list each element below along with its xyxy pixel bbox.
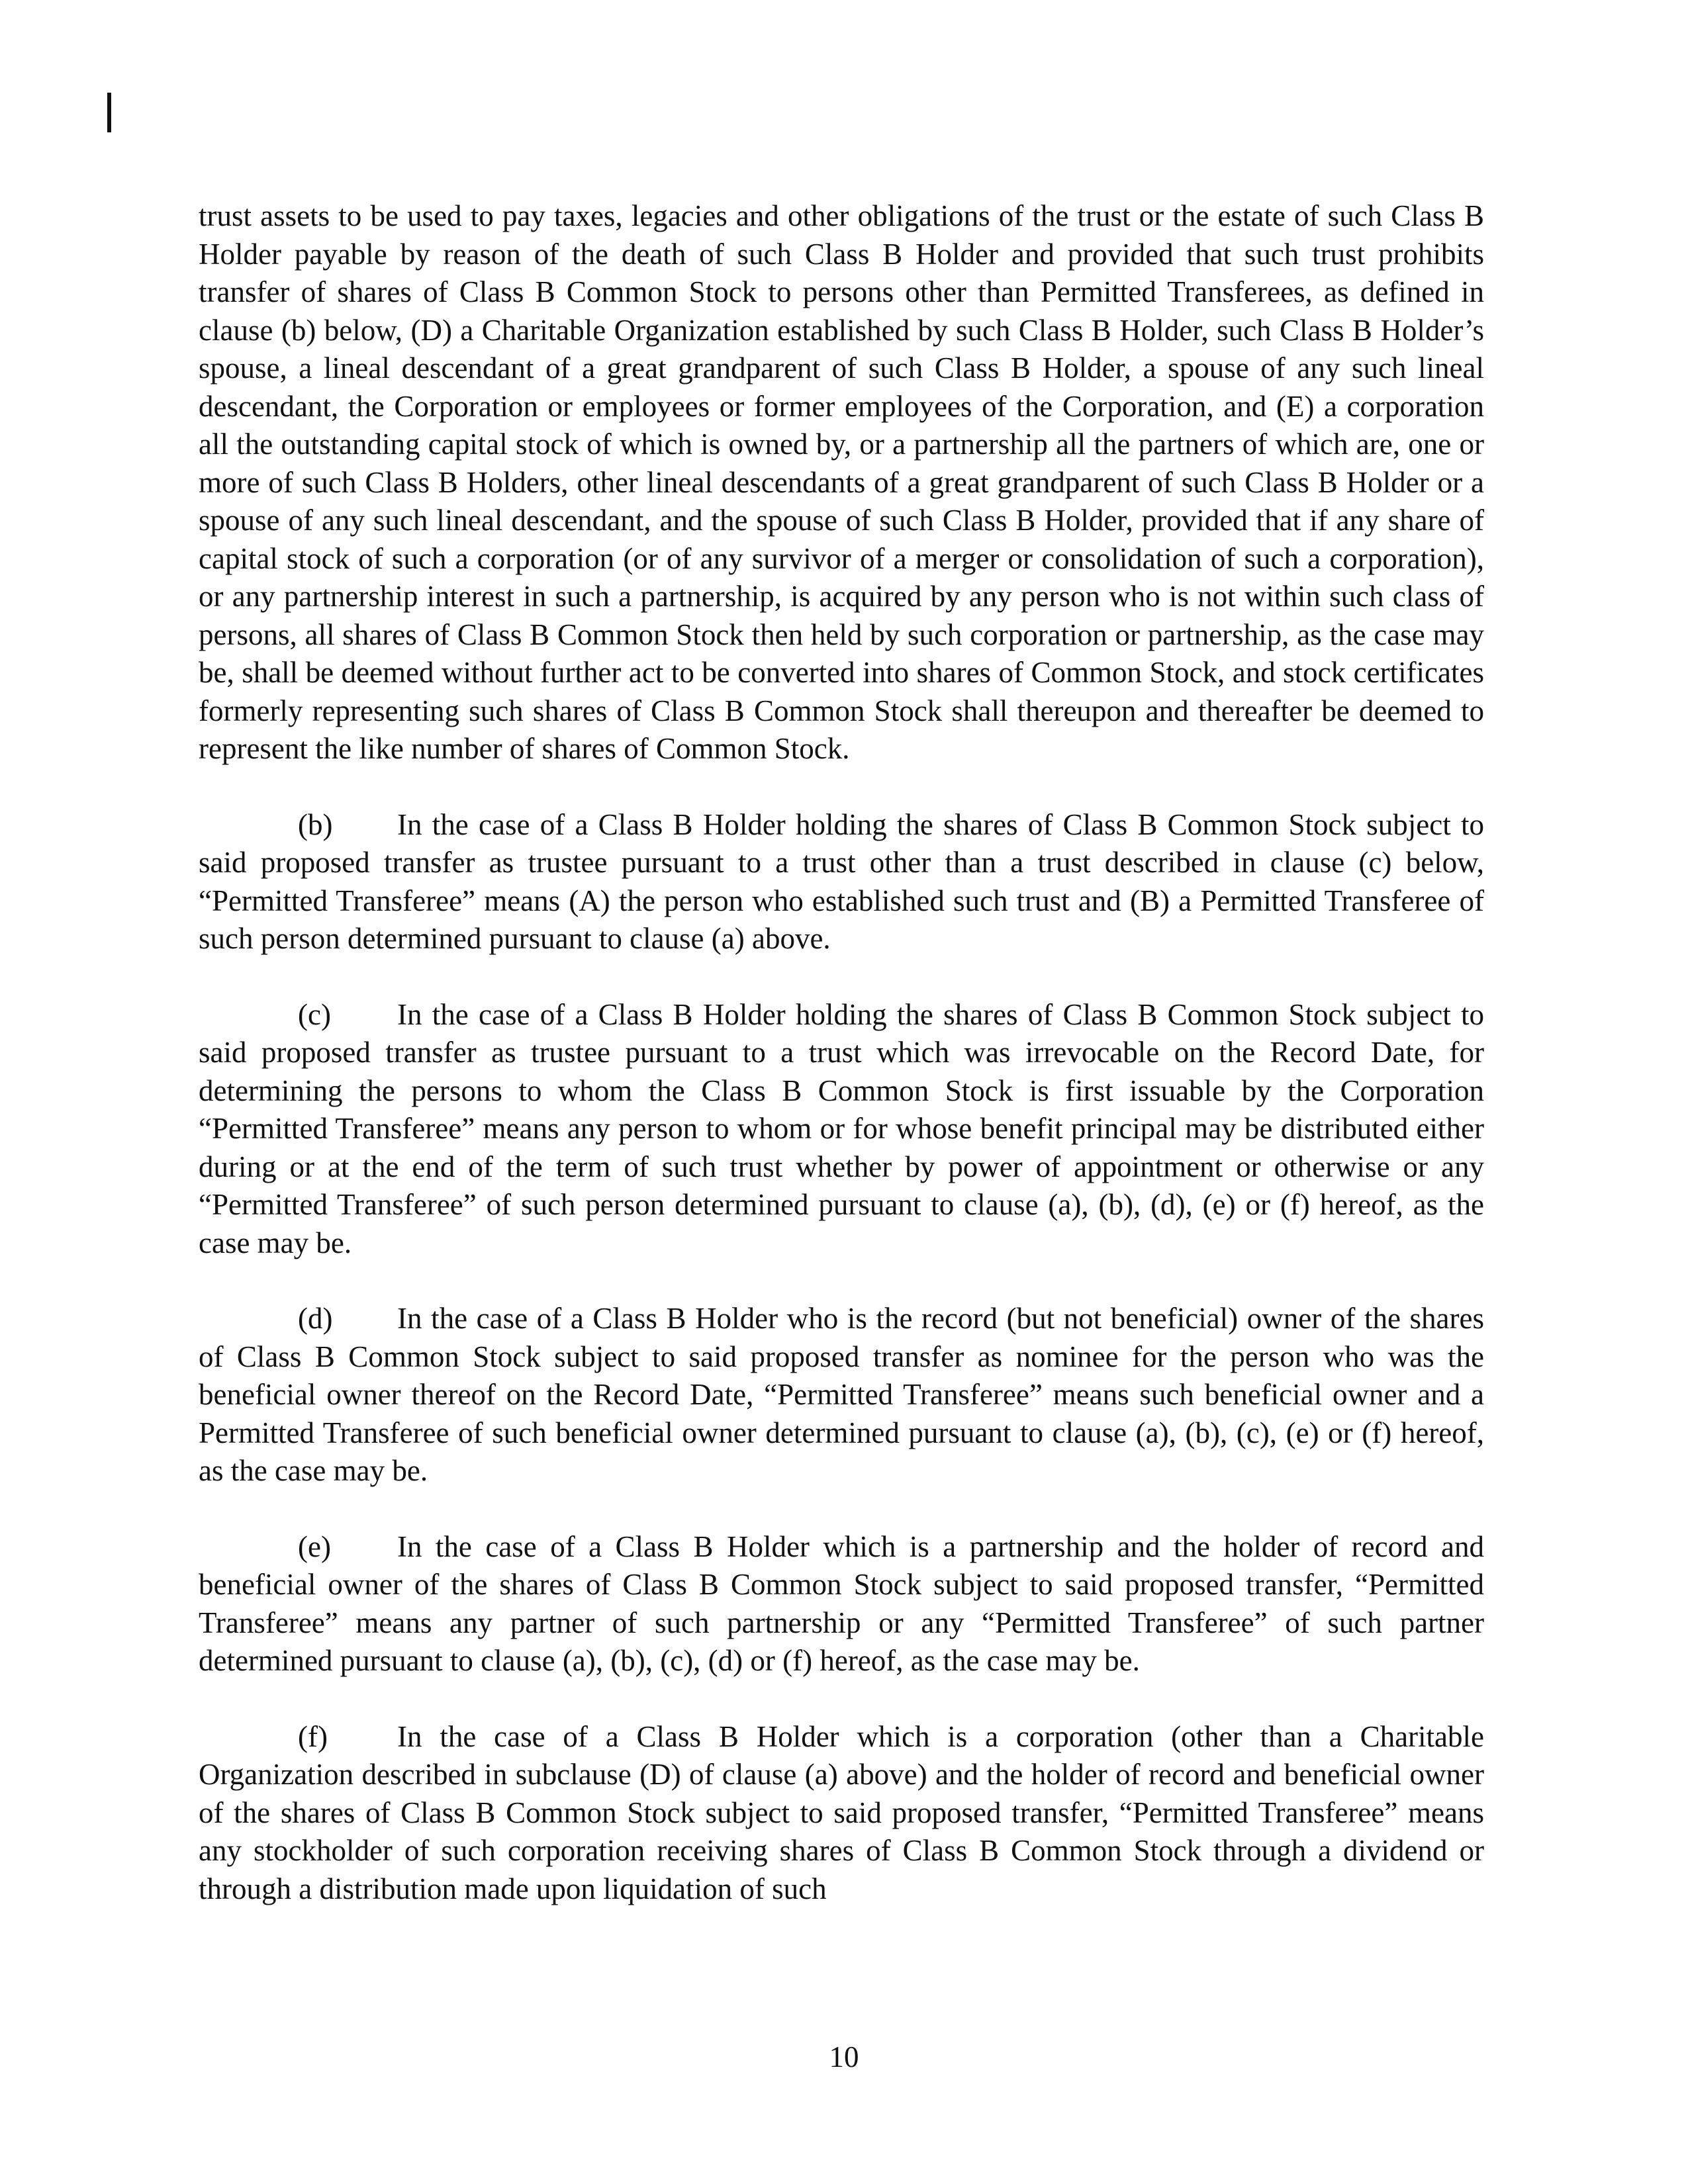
clause-f-text: In the case of a Class B Holder which is a corporation (other than a Charitable Organization described in subclause (D) of clause (a) above) and the holder of record and beneficial owner of the shares of Class B Common Stock subject to said proposed transfer, “Permitted Transferee” means any stockholder of such corporation receiving shares of Class B Common Stock through a dividend or through a distribution made upon liquidation of such xyxy=(199,1719,1484,1905)
clause-c-label: (c) xyxy=(298,997,331,1031)
clause-f-label: (f) xyxy=(298,1719,328,1753)
revision-change-bar xyxy=(107,93,111,132)
clause-e-text: In the case of a Class B Holder which is a partnership and the holder of record and beneficial owner of the shares of Class B Common Stock subject to said proposed transfer, “Permitted Transferee” means any partner of such partnership or any “Permitted Transferee” of such partner determined pursuant to clause (a), (b), (c), (d) or (f) hereof, as the case may be. xyxy=(199,1529,1484,1677)
clause-f-paragraph xyxy=(199,1718,1484,1909)
clause-b-label: (b) xyxy=(298,807,333,841)
document-body xyxy=(199,197,1484,1908)
clause-d-paragraph xyxy=(199,1300,1484,1490)
clause-e-label: (e) xyxy=(298,1529,331,1563)
clause-d-text: In the case of a Class B Holder who is the record (but not beneficial) owner of the shares of Class B Common Stock subject to said proposed transfer as nominee for the person who was the beneficial owner thereof on the Record Date, “Permitted Transferee” means such beneficial owner and a Permitted Transferee of such beneficial owner determined pursuant to clause (a), (b), (c), (e) or (f) hereof, as the case may be. xyxy=(199,1302,1484,1487)
clause-c-text: In the case of a Class B Holder holding the shares of Class B Common Stock subject to said proposed transfer as trustee pursuant to a trust which was irrevocable on the Record Date, for determining the persons to whom the Class B Common Stock is first issuable by the Corporation “Permitted Transferee” means any person to whom or for whose benefit principal may be distributed either during or at the end of the term of such trust whether by power of appointment or otherwise or any “Permitted Transferee” of such person determined pursuant to clause (a), (b), (d), (e) or (f) hereof, as the case may be. xyxy=(199,997,1484,1259)
continuation-paragraph: trust assets to be used to pay taxes, legacies and other obligations of the trust or the estate of such Class B Holder payable by reason of the death of such Class B Holder and provided that such trust prohibits transfer of shares of Class B Common Stock to persons other than Permitted Transferees, as defined in clause (b) below, (D) a Charitable Organization established by such Class B Holder, such Class B Holder’s spouse, a lineal descendant of a great grandparent of such Class B Holder, a spouse of any such lineal descendant, the Corporation or employees or former employees of the Corporation, and (E) a corporation all the outstanding capital stock of which is owned by, or a partnership all the partners of which are, one or more of such Class B Holders, other lineal descendants of a great grandparent of such Class B Holder or a spouse of any such lineal descendant, and the spouse of such Class B Holder, provided that if any share of capital stock of such a corporation (or of any survivor of a merger or consolidation of such a corporation), or any partnership interest in such a partnership, is acquired by any person who is not within such class of persons, all shares of Class B Common Stock then held by such corporation or partnership, as the case may be, shall be deemed without further act to be converted into shares of Common Stock, and stock certificates formerly representing such shares of Class B Common Stock shall thereupon and thereafter be deemed to represent the like number of shares of Common Stock. xyxy=(199,199,1484,765)
clause-d-label: (d) xyxy=(298,1302,333,1335)
clause-b-paragraph xyxy=(199,806,1484,958)
clause-c-paragraph xyxy=(199,996,1484,1263)
clause-b-text: In the case of a Class B Holder holding the shares of Class B Common Stock subject to said proposed transfer as trustee pursuant to a trust other than a trust described in clause (c) below, “Permitted Transferee” means (A) the person who established such trust and (B) a Permitted Transferee of such person determined pursuant to clause (a) above. xyxy=(199,807,1484,955)
clause-e-paragraph xyxy=(199,1528,1484,1680)
page-number: 10 xyxy=(829,2040,859,2073)
